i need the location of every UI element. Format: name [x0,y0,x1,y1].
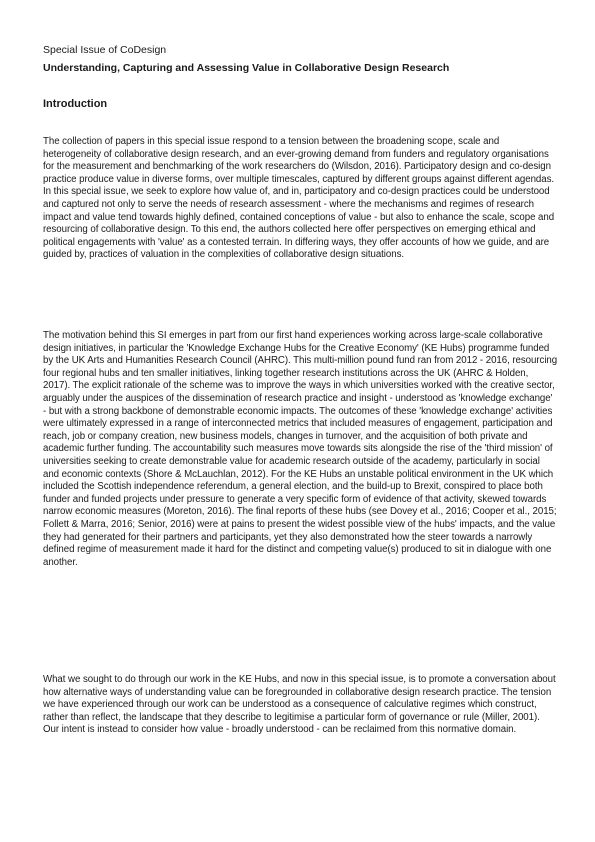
paragraph: The collection of papers in this special issue respond to a tension between the broadening scope, scale and heterogeneity of collaborative design research, and an ever-growing demand from funders and regulatory organisations for the measurement and benchmarking of the work researchers do (Wilsdon, 2016). Participatory design and co-design practice produce value in diverse forms, over multiple timescales, captured by different groups against different agendas. In this special issue, we seek to explore how value of, and in, participatory and co-design practices could be understood and captured not only to serve the needs of research assessment - where the mechanisms and regimes of research impact and value tend towards highly defined, contained conceptions of value - but also to enhance the scale, scope and resourcing of collaborative design. To this end, the authors collected here offer perspectives on emerging ethical and political engagements with 'value' as a contested terrain. In differing ways, they offer accounts of how we guide, and are guided by, practices of valuation in the complexities of collaborative design situations. [43,136,555,261]
paragraph: What we sought to do through our work in the KE Hubs, and now in this special issue, is to promote a conversation about how alternative ways of understanding value can be foregrounded in collaborative design research practice. The tension we have experienced through our work can be understood as a consequence of calculative regimes which construct, rather than reflect, the landscape that they describe to legitimise a particular form of governance or rule (Miller, 2001). Our intent is instead to consider how value - broadly understood - can be reclaimed from this normative domain. [43,674,556,736]
issue-label: Special Issue of CoDesign [43,44,167,56]
document-title: Understanding, Capturing and Assessing Value in Collaborative Design Research [43,62,450,74]
section-heading: Introduction [43,98,108,110]
paragraph: The motivation behind this SI emerges in part from our first hand experiences working across large-scale collaborative design initiatives, in particular the 'Knowledge Exchange Hubs for the Creative Economy' (KE Hubs) programme funded by the UK Arts and Humanities Research Council (AHRC). This multi-million pound fund ran from 2012 - 2016, resourcing four regional hubs and ten smaller initiatives, linking together research institutions across the UK (AHRC & Holden, 2017). The explicit rationale of the scheme was to improve the ways in which universities worked with the creative sector, arguably under the auspices of the dissemination of research practice and insight - understood as 'knowledge exchange' - but with a strong backbone of demonstrable economic impacts. The outcomes of these 'knowledge exchange' activities were ultimately expressed in a range of interconnected metrics that included measures of engagement, participation and reach, job or company creation, new business models, changes in turnover, and the acquisition of both private and academic further funding. The accountability such measures move towards sits alongside the rise of the 'third mission' of universities seeking to create demonstrable value for academic research outside of the academy, particularly in social and economic contexts (Shore & McLauchlan, 2012). For the KE Hubs an unstable political environment in the UK which included the Scottish independence referendum, a general election, and the build-up to Brexit, conspired to place both funder and funded projects under pressure to generate a very specific form of evidence of that activity, skewed towards narrow economic measures (Moreton, 2016). The final reports of these hubs (see Dovey et al., 2016; Cooper et al., 2015; Follett & Marra, 2016; Senior, 2016) were at pains to present the widest possible view of the hubs' impacts, and the value they had generated for their partners and participants, yet they also demonstrated how the steer towards a narrowly defined regime of measurement made it hard for the distinct and competing value(s) produced to sit in dialogue with one another. [43,330,558,568]
